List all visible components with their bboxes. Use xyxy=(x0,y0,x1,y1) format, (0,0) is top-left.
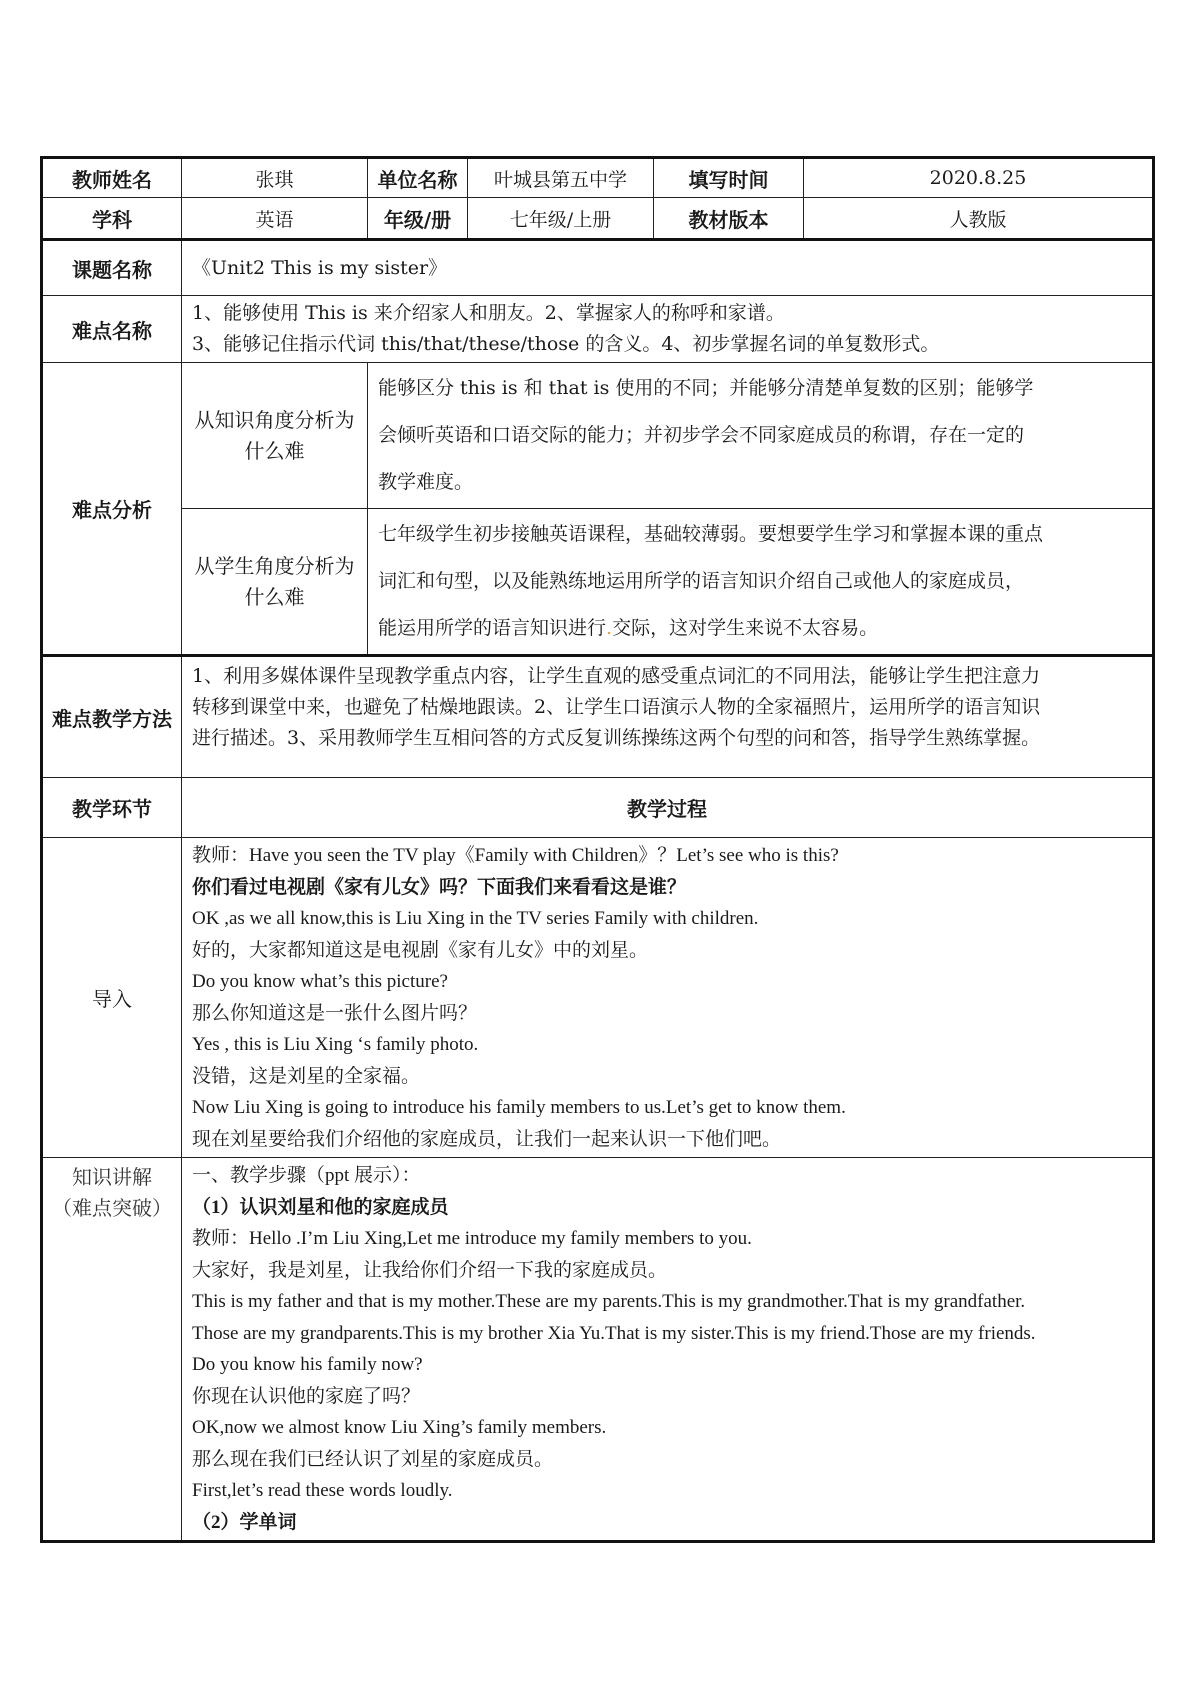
knowledge-content-line-6: Those are my grandparents.This is my brother Xia Yu.That is my sister.This is my friend.Those are my friends. xyxy=(192,1322,1036,1344)
method-line-3: 进行描述。3、采用教师学生互相问答的方式反复训练操练这两个句型的问和答，指导学生熟练掌握。 xyxy=(192,727,1041,749)
intro-line-9: Now Liu Xing is going to introduce his family members to us.Let’s get to know them. xyxy=(192,1097,846,1118)
knowledge-line-2: 会倾听英语和口语交际的能力；并初步学会不同家庭成员的称谓，存在一定的 xyxy=(378,424,1025,446)
intro-line-7: Yes , this is Liu Xing ‘s family photo. xyxy=(192,1034,479,1055)
knowledge-content-line-5: This is my father and that is my mother.These are my parents.This is my grandmother.That is my grandfather. xyxy=(192,1291,1026,1312)
knowledge-angle-label xyxy=(182,363,368,509)
difficulty-line-2: 3、能够记住指示代词 this/that/these/those 的含义。4、初步掌握名词的单复数形式。 xyxy=(192,333,940,355)
intro-label: 导入 xyxy=(42,838,182,1158)
analysis-student-row xyxy=(42,509,1154,656)
knowledge-label-line-2: （难点突破） xyxy=(52,1196,172,1220)
student-line-3 xyxy=(378,605,1142,652)
intro-line-10: 现在刘星要给我们介绍他的家庭成员，让我们一起来认识一下他们吧。 xyxy=(192,1128,782,1150)
student-angle-label-line-2: 什么难 xyxy=(244,584,305,609)
process-header-row xyxy=(42,778,1154,838)
student-angle-label-line-1: 从学生角度分析为 xyxy=(194,553,355,578)
subject-value: 英语 xyxy=(182,198,368,240)
student-line-3-part-2: 交际，这对学生来说不太容易。 xyxy=(612,617,879,639)
teacher-name-label: 教师姓名 xyxy=(42,158,182,198)
knowledge-angle-label-line-2: 什么难 xyxy=(244,438,305,463)
knowledge-label xyxy=(42,1158,182,1542)
intro-line-5: Do you know what’s this picture? xyxy=(192,971,448,992)
student-angle-label xyxy=(182,509,368,656)
grade-label: 年级/册 xyxy=(368,198,468,240)
intro-content xyxy=(182,838,1154,1158)
unit-name-label: 单位名称 xyxy=(368,158,468,198)
topic-label: 课题名称 xyxy=(42,240,182,296)
student-line-2: 词汇和句型，以及能熟练地运用所学的语言知识介绍自己或他人的家庭成员， xyxy=(378,570,1025,592)
date-value: 2020.8.25 xyxy=(804,158,1154,198)
knowledge-content-line-10: 那么现在我们已经认识了刘星的家庭成员。 xyxy=(192,1448,554,1470)
knowledge-content-line-8: 你现在认识他的家庭了吗？ xyxy=(192,1385,421,1407)
method-label: 难点教学方法 xyxy=(42,656,182,778)
lesson-plan-page xyxy=(40,156,1152,1543)
edition-value: 人教版 xyxy=(804,198,1154,240)
knowledge-content-line-2: （1）认识刘星和他的家庭成员 xyxy=(192,1196,449,1218)
stage-header-label: 教学环节 xyxy=(42,778,182,838)
knowledge-content-line-11: First,let’s read these words loudly. xyxy=(192,1480,453,1501)
difficulty-label: 难点名称 xyxy=(42,296,182,363)
difficulty-line-1: 1、能够使用 This is 来介绍家人和朋友。2、掌握家人的称呼和家谱。 xyxy=(192,302,785,324)
header-row-2 xyxy=(42,198,1154,240)
topic-value: 《Unit2 This is my sister》 xyxy=(182,240,1154,296)
intro-row xyxy=(42,838,1154,1158)
knowledge-content-line-1: 一、教学步骤（ppt 展示）： xyxy=(192,1165,421,1186)
student-line-3-part-1: 能运用所学的语言知识进行 xyxy=(378,617,607,639)
analysis-label: 难点分析 xyxy=(42,363,182,656)
intro-line-8: 没错，这是刘星的全家福。 xyxy=(192,1065,421,1087)
teacher-name-value: 张琪 xyxy=(182,158,368,198)
method-line-1: 1、利用多媒体课件呈现教学重点内容，让学生直观的感受重点词汇的不同用法，能够让学生把注意力 xyxy=(192,665,1041,687)
lesson-plan-table xyxy=(40,156,1155,1543)
knowledge-content-line-4: 大家好，我是刘星，让我给你们介绍一下我的家庭成员。 xyxy=(192,1259,668,1281)
student-line-1: 七年级学生初步接触英语课程，基础较薄弱。要想要学生学习和掌握本课的重点 xyxy=(378,523,1044,545)
knowledge-content-line-9: OK,now we almost know Liu Xing’s family members. xyxy=(192,1417,607,1438)
date-label: 填写时间 xyxy=(654,158,804,198)
edition-label: 教材版本 xyxy=(654,198,804,240)
intro-line-4: 好的，大家都知道这是电视剧《家有儿女》中的刘星。 xyxy=(192,939,649,961)
intro-line-1: 教师：Have you seen the TV play《Family with Children》？Let’s see who is this? xyxy=(192,845,839,866)
knowledge-content-line-7: Do you know his family now? xyxy=(192,1354,423,1375)
subject-label: 学科 xyxy=(42,198,182,240)
knowledge-label-line-1: 知识讲解 xyxy=(72,1165,152,1189)
unit-name-value: 叶城县第五中学 xyxy=(468,158,654,198)
analysis-knowledge-row xyxy=(42,363,1154,509)
intro-line-2: 你们看过电视剧《家有儿女》吗？下面我们来看看这是谁？ xyxy=(192,876,687,898)
stray-dot: . xyxy=(606,617,613,639)
knowledge-angle-label-line-1: 从知识角度分析为 xyxy=(194,407,355,432)
knowledge-line-1: 能够区分 this is 和 that is 使用的不同；并能够分清楚单复数的区别；能够学 xyxy=(378,377,1034,399)
process-header-label: 教学过程 xyxy=(182,778,1154,838)
knowledge-content-line-12: （2）学单词 xyxy=(192,1511,297,1533)
grade-value: 七年级/上册 xyxy=(468,198,654,240)
knowledge-line-3: 教学难度。 xyxy=(378,471,474,493)
intro-line-3: OK ,as we all know,this is Liu Xing in the TV series Family with children. xyxy=(192,908,759,929)
difficulty-row xyxy=(42,296,1154,363)
method-content xyxy=(182,656,1154,778)
method-line-2: 转移到课堂中来，也避免了枯燥地跟读。2、让学生口语演示人物的全家福照片，运用所学的语言知识 xyxy=(192,696,1041,718)
method-row xyxy=(42,656,1154,778)
knowledge-content xyxy=(182,1158,1154,1542)
student-angle-content xyxy=(368,509,1154,656)
knowledge-angle-content xyxy=(368,363,1154,509)
knowledge-content-line-3: 教师：Hello .I’m Liu Xing,Let me introduce my family members to you. xyxy=(192,1228,752,1249)
knowledge-row xyxy=(42,1158,1154,1542)
topic-row xyxy=(42,240,1154,296)
header-row-1 xyxy=(42,158,1154,198)
intro-line-6: 那么你知道这是一张什么图片吗？ xyxy=(192,1002,478,1024)
difficulty-content xyxy=(182,296,1154,363)
